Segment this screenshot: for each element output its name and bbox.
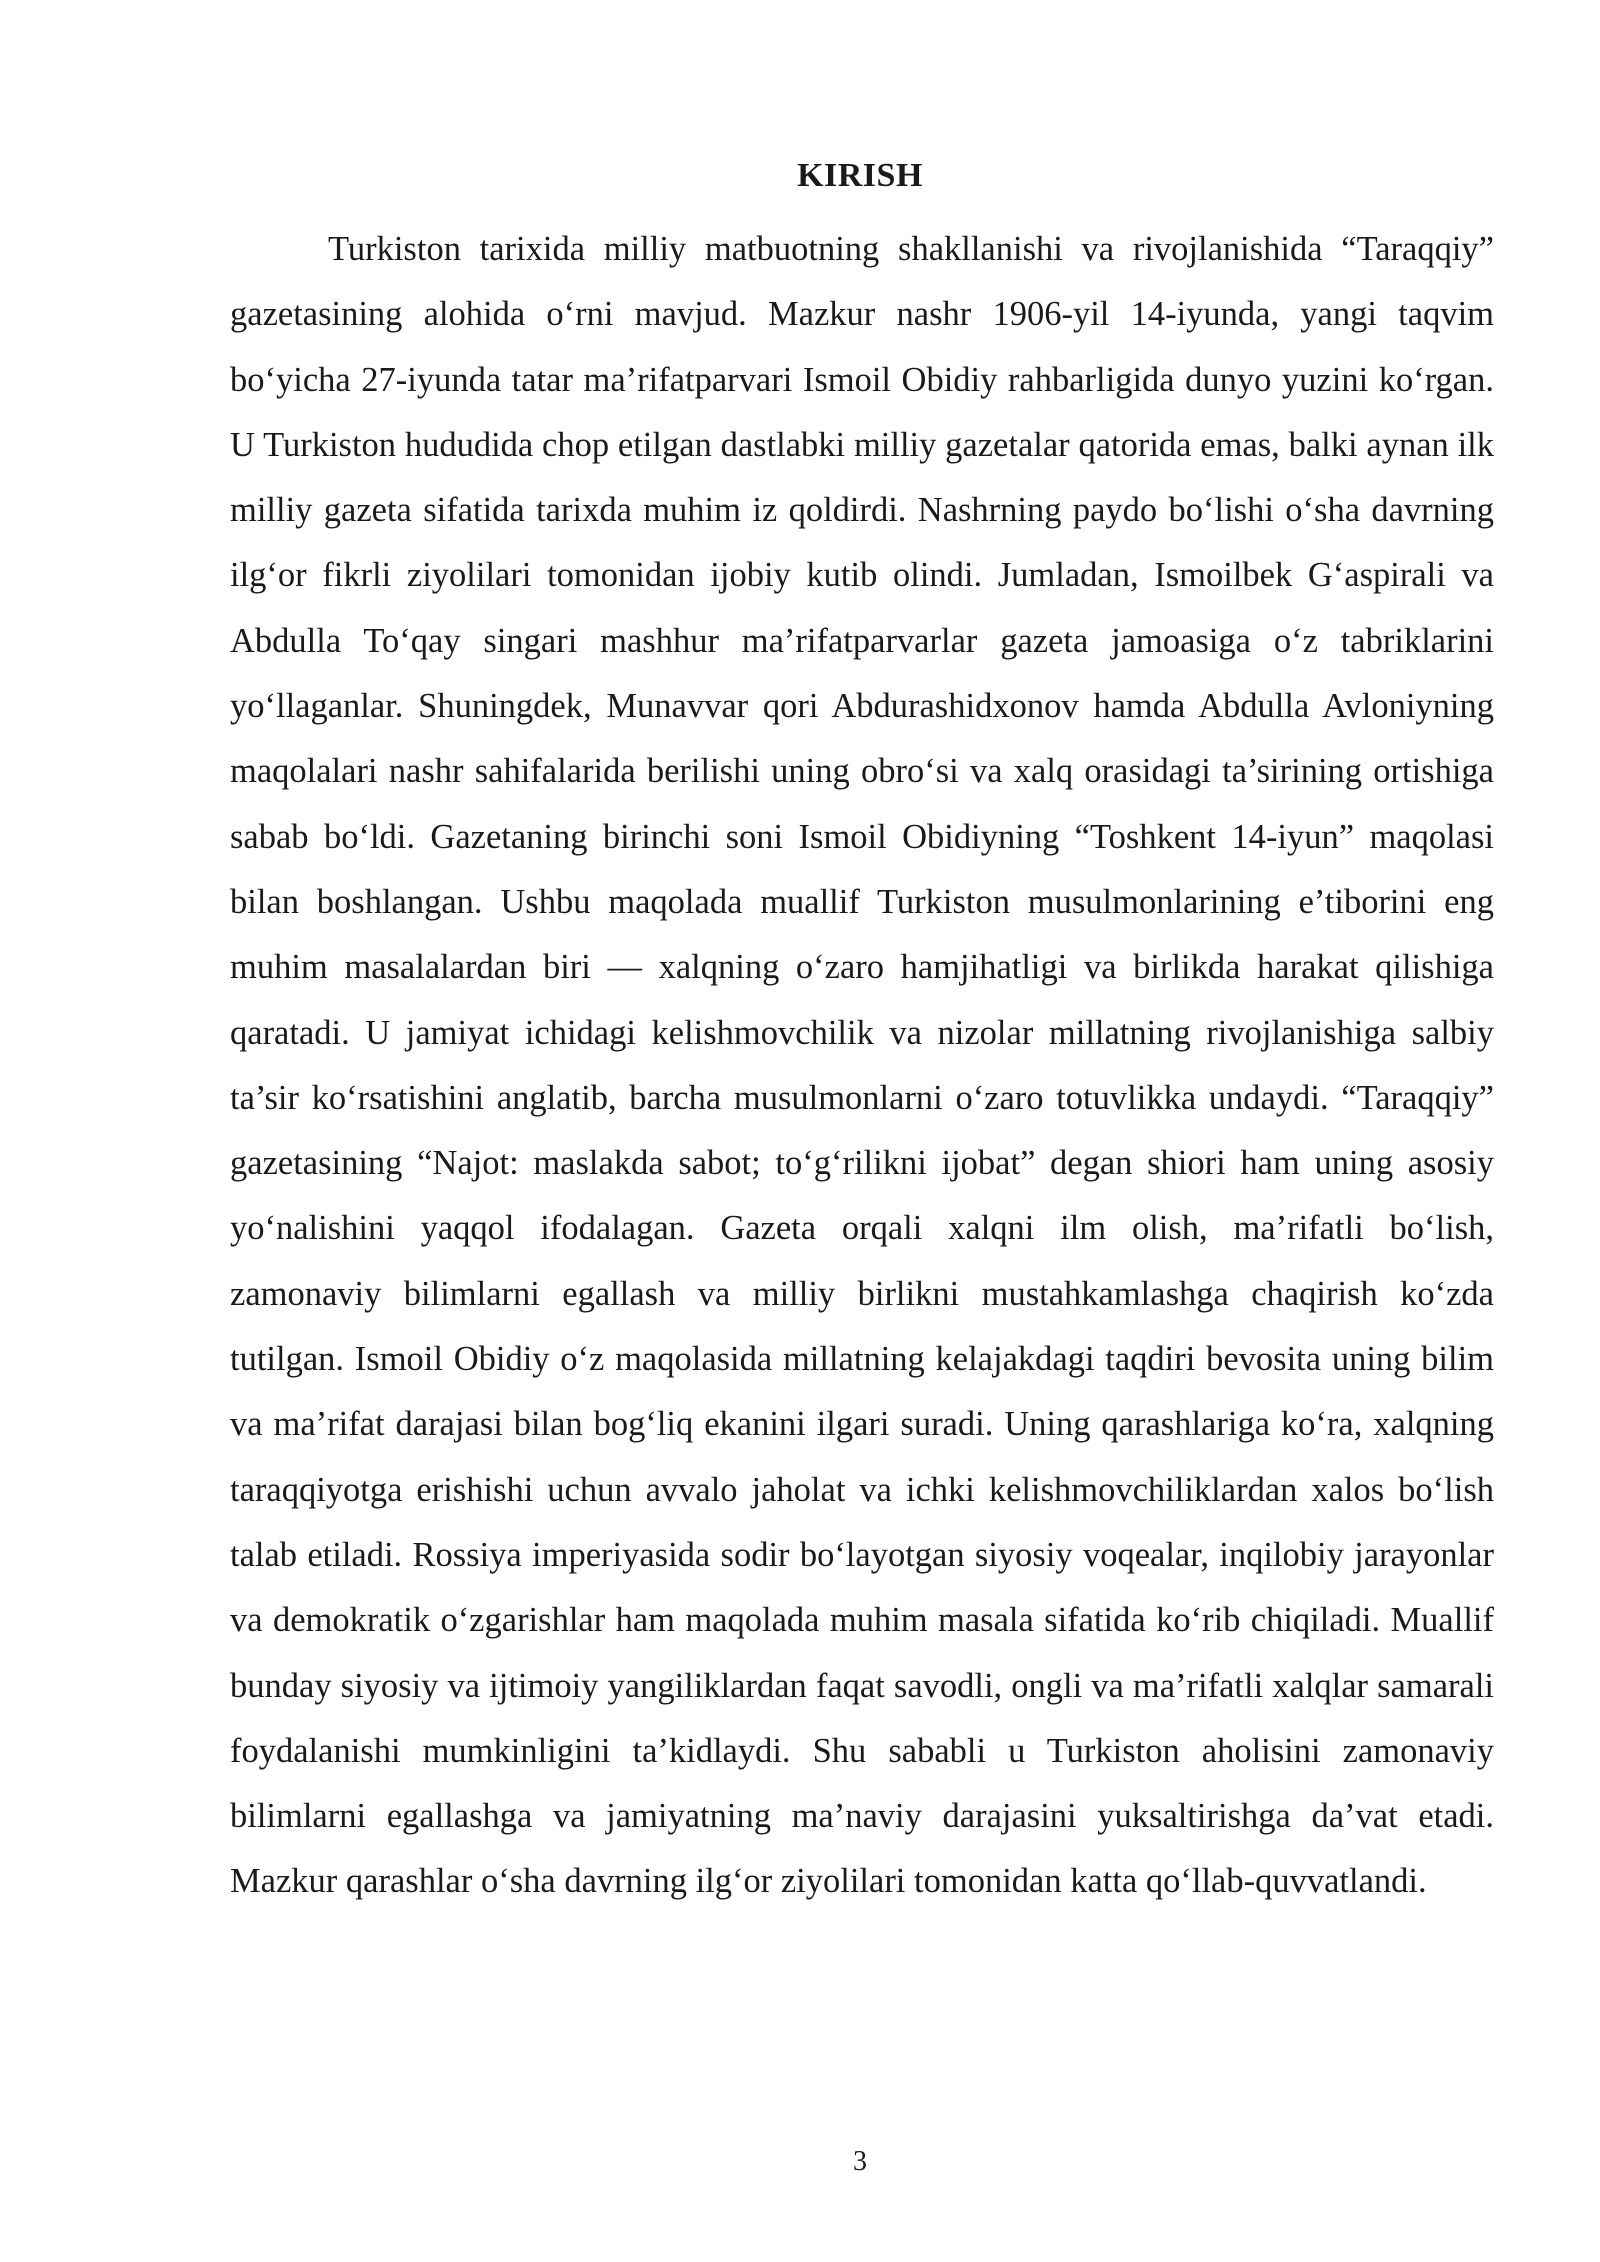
section-heading: KIRISH [797, 157, 923, 194]
body-paragraph: Turkiston tarixida milliy matbuotning shakllanishi va rivojlanishida “Taraqqiy” gazetasining alohida o‘rni mavjud. Mazkur nashr 1906-yil 14-iyunda, yangi taqvim bo‘yicha 27-iyunda tatar ma’rifatparvari Ismoil Obidiy rahbarligida dunyo yuzini ko‘rgan. U Turkiston hududida chop etilgan dastlabki milliy gazetalar qatorida emas, balki aynan ilk milliy gazeta sifatida tarixda muhim iz qoldirdi. Nashrning paydo bo‘lishi o‘sha davrning ilg‘or fikrli ziyolilari tomonidan ijobiy kutib olindi. Jumladan, Ismoilbek G‘aspirali va Abdulla To‘qay singari mashhur ma’rifatparvarlar gazeta jamoasiga o‘z tabriklarini yo‘llaganlar. Shuningdek, Munavvar qori Abdurashidxonov hamda Abdulla Avloniyning maqolalari nashr sahifalarida berilishi uning obro‘si va xalq orasidagi ta’sirining ortishiga sabab bo‘ldi. Gazetaning birinchi soni Ismoil Obidiyning “Toshkent 14-iyun” maqolasi bilan boshlangan. Ushbu maqolada muallif Turkiston musulmonlarining e’tiborini eng muhim masalalardan biri — xalqning o‘zaro hamjihatligi va birlikda harakat qilishiga qaratadi. U jamiyat ichidagi kelishmovchilik va nizolar millatning rivojlanishiga salbiy ta’sir ko‘rsatishini anglatib, barcha musulmonlarni o‘zaro totuvlikka undaydi. “Taraqqiy” gazetasining “Najot: maslakda sabot; to‘g‘rilikni ijobat” degan shiori ham uning asosiy yo‘nalishini yaqqol ifodalagan. Gazeta orqali xalqni ilm olish, ma’rifatli bo‘lish, zamonaviy bilimlarni egallash va milliy birlikni mustahkamlashga chaqirish ko‘zda tutilgan. Ismoil Obidiy o‘z maqolasida millatning kelajakdagi taqdiri bevosita uning bilim va ma’rifat darajasi bilan bog‘liq ekanini ilgari suradi. Uning qarashlariga ko‘ra, xalqning taraqqiyotga erishishi uchun avvalo jaholat va ichki kelishmovchiliklardan xalos bo‘lish talab etiladi. Rossiya imperiyasida sodir bo‘layotgan siyosiy voqealar, inqilobiy jarayonlar va demokratik o‘zgarishlar ham maqolada muhim masala sifatida ko‘rib chiqiladi. Muallif bunday siyosiy va ijtimoiy yangiliklardan faqat savodli, ongli va ma’rifatli xalqlar samarali foydalanishi mumkinligini ta’kidlaydi. Shu sababli u Turkiston aholisini zamonaviy bilimlarni egallashga va jamiyatning ma’naviy darajasini yuksaltirishga da’vat etadi. Mazkur qarashlar o‘sha davrning ilg‘or ziyolilari tomonidan katta qo‘llab-quvvatlandi. [230, 230, 1494, 1901]
page-number: 3 [853, 2146, 867, 2177]
